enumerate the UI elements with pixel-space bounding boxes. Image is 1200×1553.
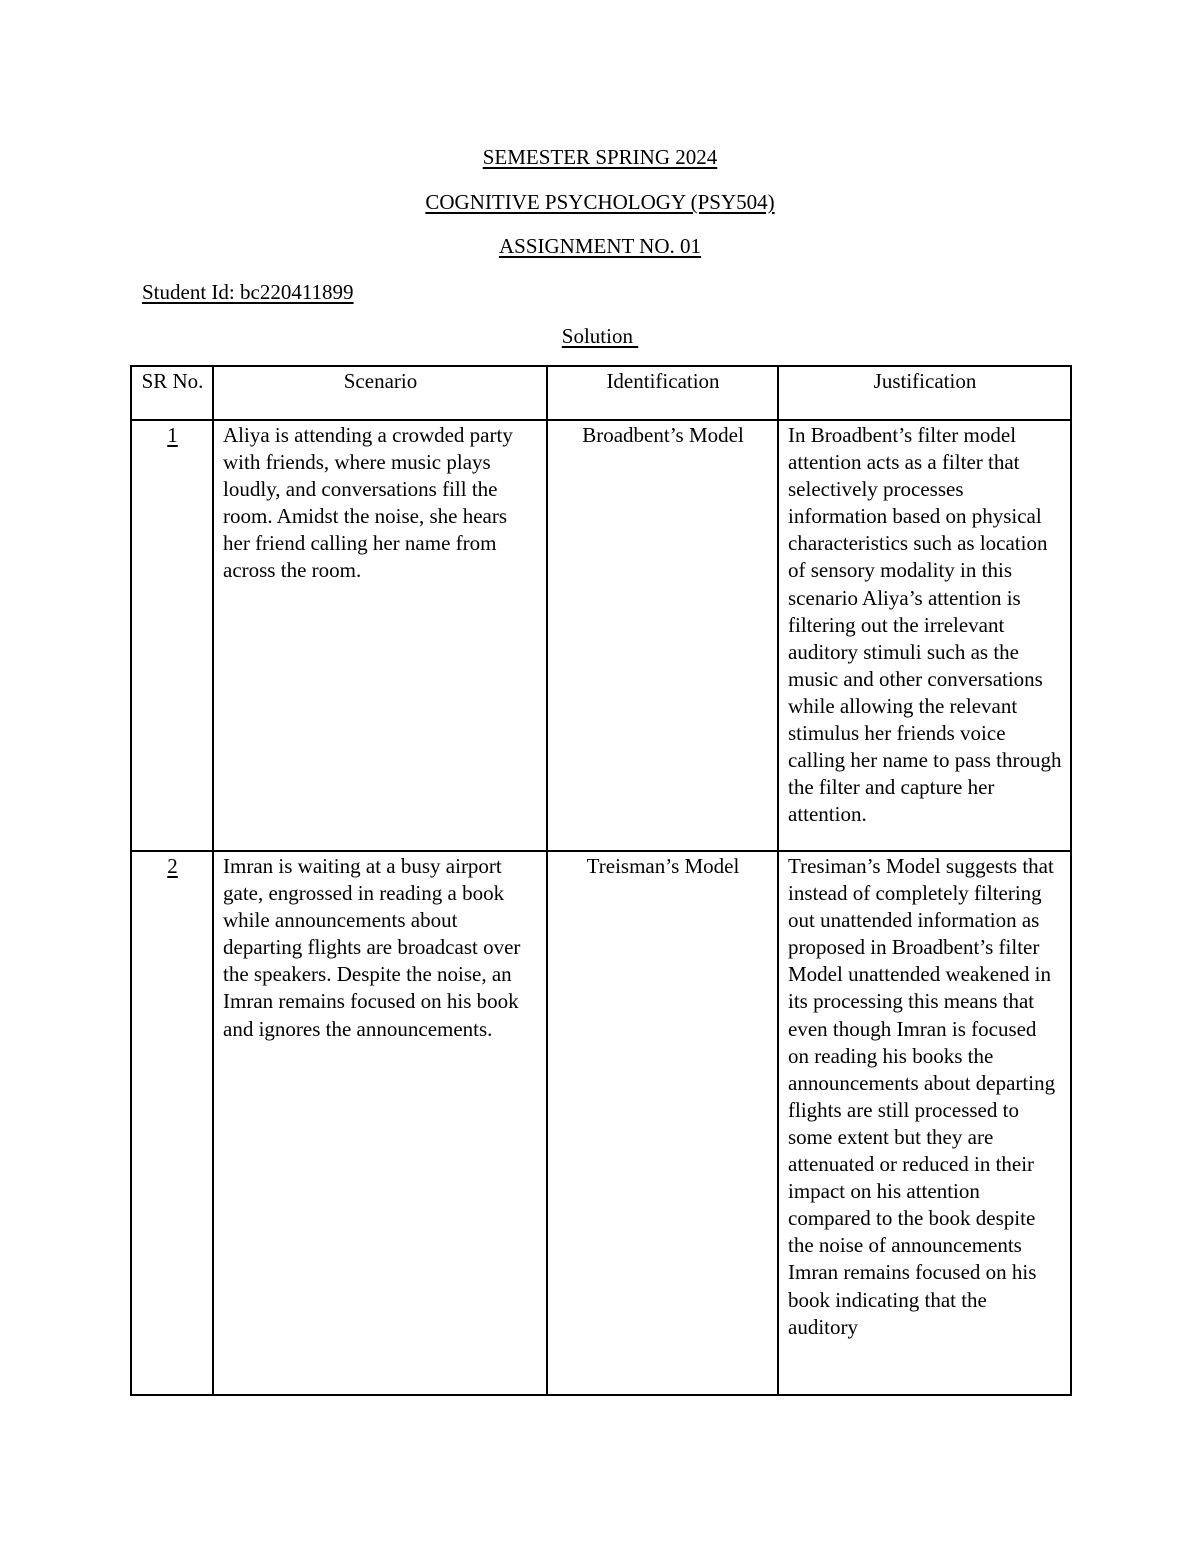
column-header-justification: Justification [778, 366, 1071, 420]
cell-justification: In Broadbent’s filter model attention acts as a filter that selectively processes information based on physical characteristics such as location of sensory modality in this scenario Aliya’s attention is filtering out the irrelevant auditory stimuli such as the music and other conversations while allowing the relevant stimulus her friends voice calling her name to pass through the filter and capture her attention. [778, 420, 1071, 851]
table-header-row [131, 366, 1071, 420]
column-header-identification: Identification [547, 366, 778, 420]
column-header-scenario: Scenario [213, 366, 547, 420]
cell-sr: 1 [131, 420, 213, 851]
cell-scenario: Aliya is attending a crowded party with friends, where music plays loudly, and conversations fill the room. Amidst the noise, she hears her friend calling her name from across the room. [213, 420, 547, 851]
column-header-sr: SR No. [131, 366, 213, 420]
cell-identification: Broadbent’s Model [547, 420, 778, 851]
cell-scenario: Imran is waiting at a busy airport gate, engrossed in reading a book while announcements about departing flights are broadcast over the speakers. Despite the noise, an Imran remains focused on his book and ignores the announcements. [213, 851, 547, 1395]
semester-heading: SEMESTER SPRING 2024 [482, 145, 718, 169]
table-row [131, 420, 1071, 851]
table-row [131, 851, 1071, 1395]
solution-heading: Solution [561, 324, 639, 348]
course-heading: COGNITIVE PSYCHOLOGY (PSY504) [425, 190, 775, 214]
student-id: Student Id: bc220411899 [142, 280, 354, 304]
assignment-heading: ASSIGNMENT NO. 01 [498, 234, 702, 258]
cell-identification: Treisman’s Model [547, 851, 778, 1395]
cell-sr: 2 [131, 851, 213, 1395]
cell-justification: Tresiman’s Model suggests that instead of completely filtering out unattended information as proposed in Broadbent’s filter Model unattended weakened in its processing this means that even though Imran is focused on reading his books the announcements about departing flights are still processed to some extent but they are attenuated or reduced in their impact on his attention compared to the book despite the noise of announcements Imran remains focused on his book indicating that the auditory [778, 851, 1071, 1395]
solution-table [130, 365, 1072, 1396]
